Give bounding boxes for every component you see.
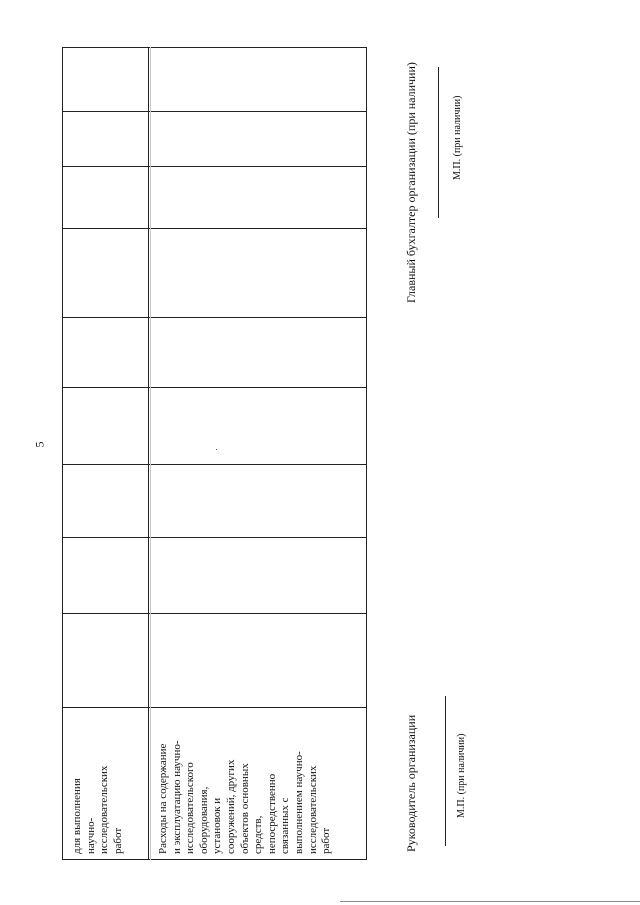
table-rule: [62, 317, 367, 318]
table-rule: [150, 47, 151, 860]
head-stamp-label: М.П. (при наличии): [456, 733, 467, 818]
head-signature-line: [445, 696, 446, 846]
table-rule: [62, 859, 367, 860]
row-label-maintenance-expenses: Расходы на содержание и эксплуатацию научно- исследовательского оборудования, установок и сооружений, других объектов основных средств, непосредственно связанных с выполнением научно- исследовательских работ: [157, 740, 333, 854]
table-rule: [62, 47, 63, 860]
scan-edge: [340, 901, 640, 902]
table-rule: [62, 537, 367, 538]
speck: [216, 449, 217, 450]
table-rule: [148, 47, 149, 860]
chief-accountant-label: Главный бухгалтер организации (при наличии): [404, 62, 418, 303]
accountant-signature-line: [438, 67, 439, 218]
table-rule: [62, 464, 367, 465]
table-rule: [62, 111, 367, 112]
head-of-organization-label: Руководитель организации: [404, 714, 418, 852]
table-rule: [62, 166, 367, 167]
page-number: 5: [32, 441, 47, 448]
table-rule: [366, 47, 367, 860]
row-label-research-works: для выполнения научно- исследовательских работ: [71, 765, 124, 854]
table-rule: [62, 613, 367, 614]
accountant-stamp-label: М.П. (при наличии): [452, 95, 463, 180]
table-rule: [62, 228, 367, 229]
table-rule: [62, 387, 367, 388]
table-rule: [62, 47, 367, 48]
table-rule: [62, 707, 367, 708]
expenses-table: [62, 47, 367, 860]
